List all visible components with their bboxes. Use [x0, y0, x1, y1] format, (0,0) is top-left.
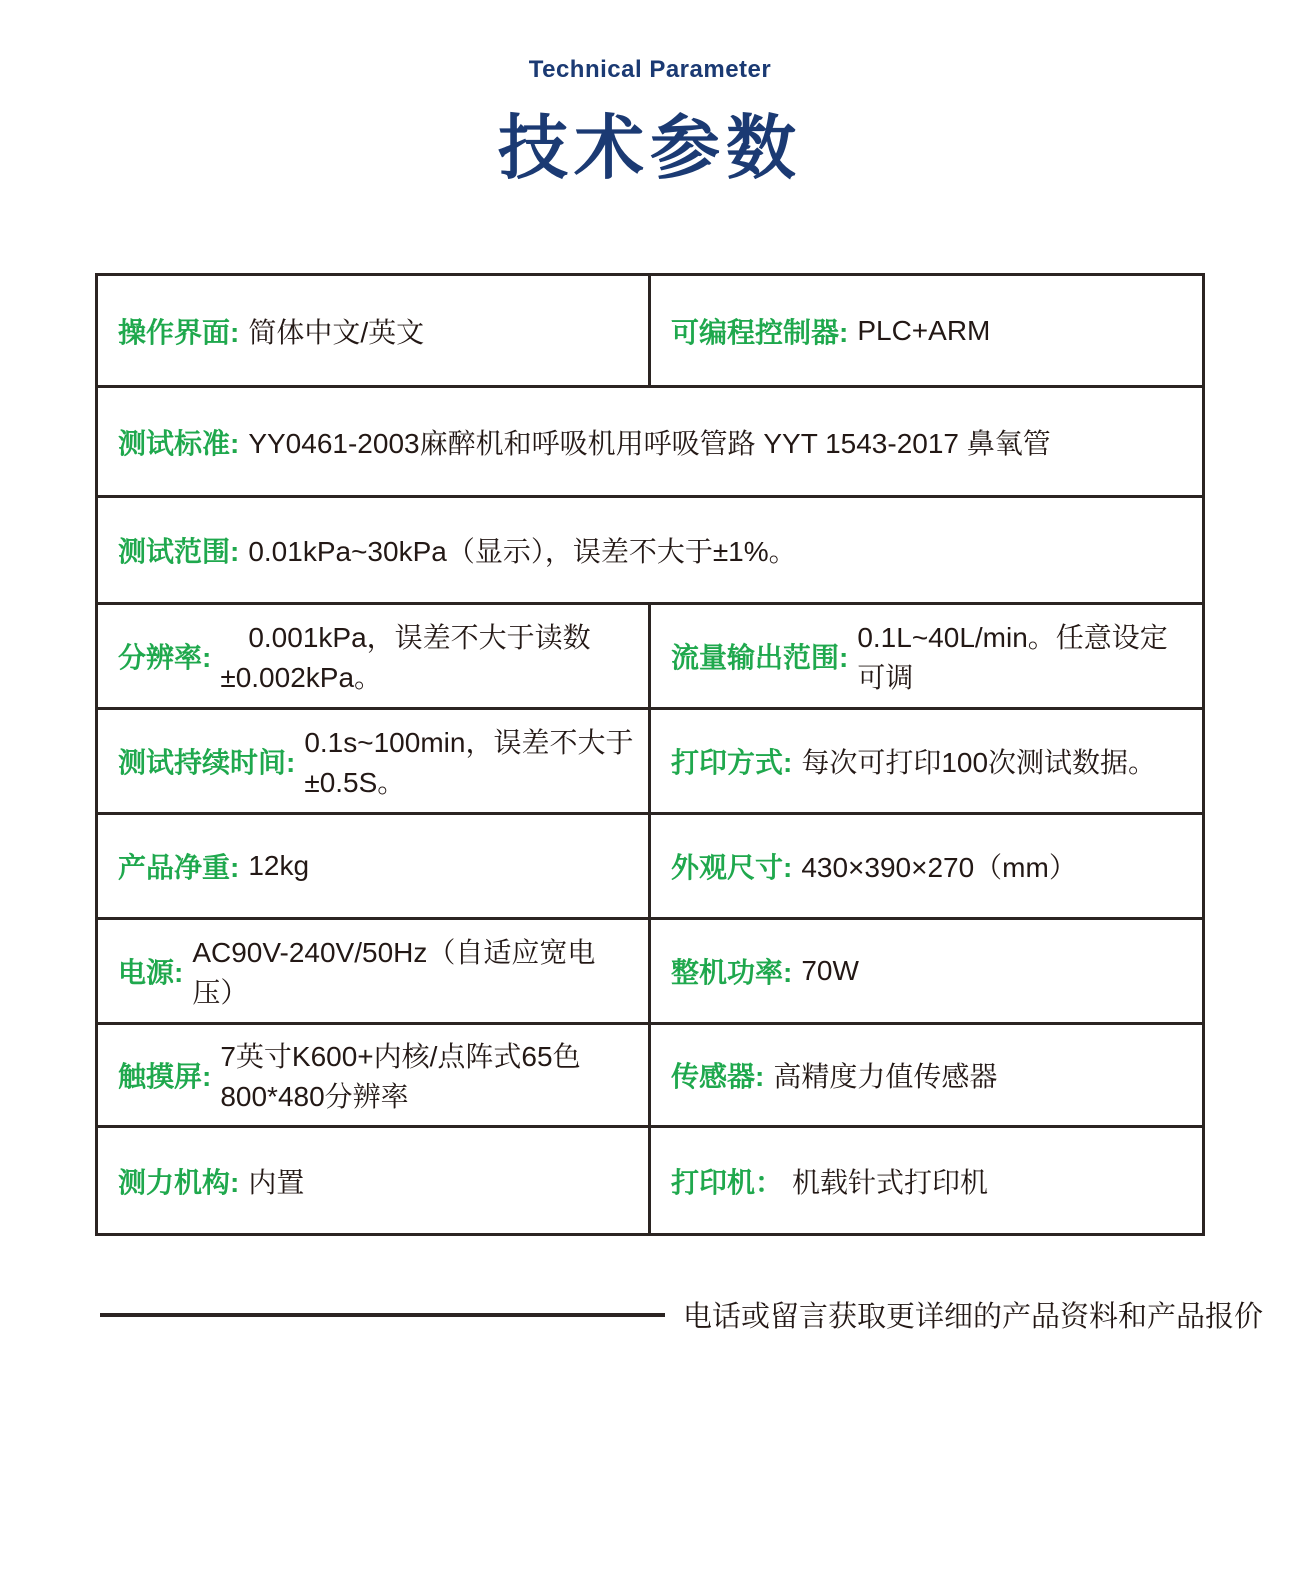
table-row	[98, 812, 1202, 917]
spec-label: 分辨率:	[118, 642, 212, 673]
page-subtitle-en: Technical Parameter	[528, 56, 772, 83]
spec-label: 测试持续时间:	[118, 747, 296, 778]
spec-label: 流量输出范围:	[671, 642, 849, 673]
spec-value: YY0461-2003麻醉机和呼吸机用呼吸管路 YYT 1543-2017 鼻氧管	[248, 427, 1051, 459]
spec-label: 传感器:	[671, 1061, 765, 1092]
spec-value: 高精度力值传感器	[773, 1061, 998, 1092]
spec-label: 外观尺寸:	[671, 852, 793, 883]
spec-label: 整机功率:	[671, 957, 793, 988]
spec-label: 打印机：	[671, 1166, 784, 1198]
spec-cell-operation-interface	[98, 276, 651, 385]
spec-value: 12kg	[248, 850, 310, 881]
table-row	[98, 1125, 1202, 1233]
spec-label: 触摸屏:	[118, 1061, 212, 1092]
table-row	[98, 707, 1202, 812]
spec-cell-force-mechanism	[98, 1128, 651, 1233]
spec-table	[95, 273, 1205, 1236]
spec-value: 70W	[801, 955, 859, 986]
table-row	[98, 276, 1202, 385]
spec-value: PLC+ARM	[857, 314, 991, 346]
spec-label: 测试范围:	[118, 536, 240, 567]
table-row	[98, 495, 1202, 602]
spec-label: 测力机构:	[118, 1166, 240, 1198]
spec-cell-total-power	[651, 920, 1202, 1022]
spec-cell-dimensions	[651, 815, 1202, 917]
spec-value: 0.1s~100min，误差不大于±0.5S。	[304, 727, 634, 798]
spec-label: 可编程控制器:	[671, 316, 849, 348]
spec-cell-test-standard	[98, 388, 1202, 495]
spec-label: 操作界面:	[118, 316, 240, 348]
spec-value: AC90V-240V/50Hz（自适应宽电压）	[192, 937, 596, 1008]
spec-value: 0.1L~40L/min。任意设定可调	[857, 622, 1168, 693]
spec-value: 机载针式打印机	[792, 1166, 989, 1198]
spec-value: 简体中文/英文	[248, 316, 425, 348]
spec-cell-test-range	[98, 498, 1202, 602]
spec-value: 0.001kPa，误差不大于读数±0.002kPa。	[220, 622, 591, 693]
spec-label: 打印方式:	[671, 747, 793, 778]
spec-value: 内置	[248, 1166, 305, 1198]
spec-value: 每次可打印100次测试数据。	[801, 747, 1157, 778]
spec-cell-flow-output-range	[651, 605, 1202, 707]
spec-cell-print-mode	[651, 710, 1202, 812]
spec-label: 测试标准:	[118, 427, 240, 459]
page-header	[0, 0, 1300, 193]
spec-label: 产品净重:	[118, 852, 240, 883]
spec-cell-plc-controller	[651, 276, 1202, 385]
spec-cell-resolution	[98, 605, 651, 707]
footer-divider-line	[100, 1313, 665, 1317]
spec-cell-sensor	[651, 1025, 1202, 1125]
table-row	[98, 602, 1202, 707]
spec-value: 7英寸K600+内核/点阵式65色800*480分辨率	[220, 1041, 581, 1112]
spec-cell-net-weight	[98, 815, 651, 917]
spec-value: 430×390×270（mm）	[801, 852, 1077, 883]
spec-cell-printer	[651, 1128, 1202, 1233]
footer	[100, 1294, 1300, 1335]
spec-value: 0.01kPa~30kPa（显示），误差不大于±1%。	[248, 536, 797, 567]
spec-cell-test-duration	[98, 710, 651, 812]
table-row	[98, 917, 1202, 1022]
page-title: 技术参数	[498, 109, 802, 187]
spec-cell-power-supply	[98, 920, 651, 1022]
table-row	[98, 1022, 1202, 1125]
spec-label: 电源:	[118, 957, 184, 988]
table-row	[98, 385, 1202, 495]
footer-contact-note: 电话或留言获取更详细的产品资料和产品报价	[683, 1301, 1264, 1333]
spec-cell-touch-screen	[98, 1025, 651, 1125]
